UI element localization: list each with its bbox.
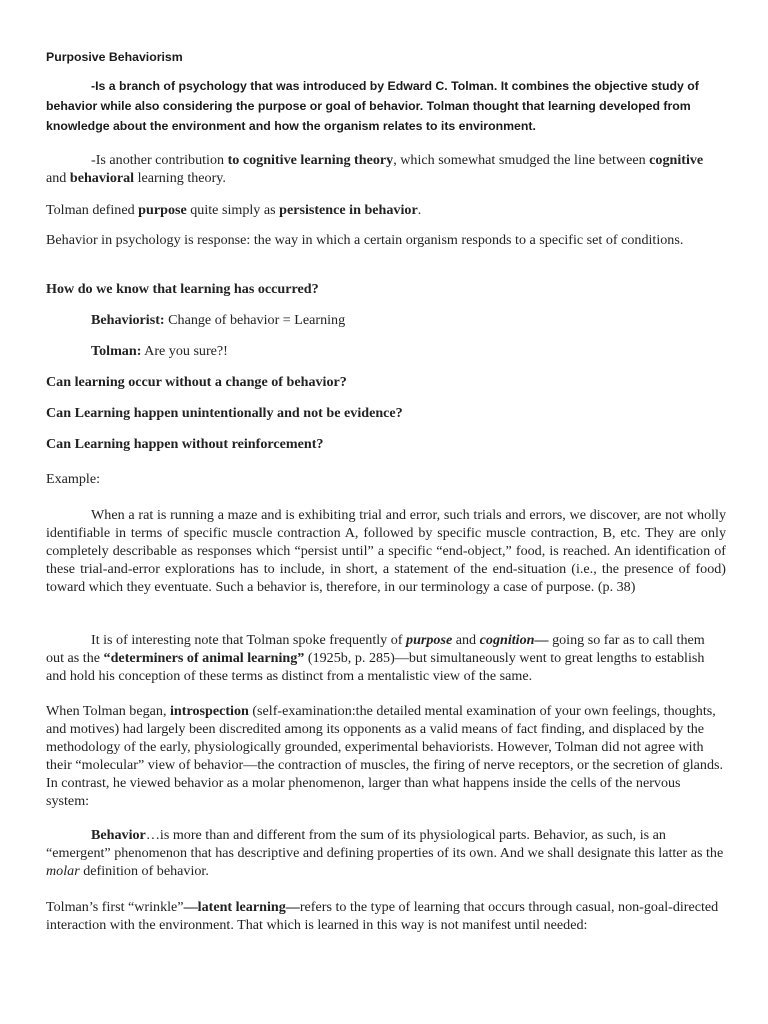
question-unintentionally: Can Learning happen unintentionally and not be evidence? <box>46 405 403 421</box>
page-title: Purposive Behaviorism <box>46 50 183 64</box>
question-reinforcement: Can Learning happen without reinforcement? <box>46 436 324 452</box>
intro-paragraph: -Is a branch of psychology that was introduced by Edward C. Tolman. It combines the objective study of behavior while also considering the purpose or goal of behavior. Tolman thought that learning developed from knowledge about the environment and how the organism relates to its environment. <box>46 79 699 133</box>
question-learning-occurred: How do we know that learning has occurred? <box>46 281 319 297</box>
molar-behavior-quote: Behavior…is more than and different from the sum of its physiological parts. Behavior, as such, is an “emergent” phenomenon that has descriptive and defining properties of its own. And we shall designate this latter as the molar definition of behavior. <box>46 827 724 879</box>
introspection-paragraph: When Tolman began, introspection (self-examination:the detailed mental examination of your own feelings, thoughts, and motives) had largely been discredited among its opponents as a valid means of fact finding, and displaced by the methodology of the early, physiologically grounded, experimental behaviorists. However, Tolman did not agree with their “molecular” view of behavior—the contraction of muscles, the firing of nerve receptors, or the secretion of glands. In contrast, he viewed behavior as a molar phenomenon, larger than what happens inside the cells of the nervous system: <box>46 703 724 809</box>
example-label: Example: <box>46 471 101 487</box>
purpose-definition: Tolman defined purpose quite simply as persistence in behavior. <box>46 202 422 218</box>
behaviorist-line: Behaviorist: Change of behavior = Learning <box>91 312 346 328</box>
question-without-change: Can learning occur without a change of behavior? <box>46 374 347 390</box>
cognitive-paragraph: -Is another contribution to cognitive learning theory, which somewhat smudged the line between cognitive and behavioral learning theory. <box>46 152 704 186</box>
purpose-cognition-paragraph: It is of interesting note that Tolman spoke frequently of purpose and cognition— going so far as to call them out as the “determiners of animal learning” (1925b, p. 285)—but simultaneously went to great lengths to establish and hold his conception of these terms as distinct from a mentalistic view of the same. <box>46 632 705 684</box>
behavior-definition: Behavior in psychology is response: the way in which a certain organism responds to a specific set of conditions. <box>46 232 684 248</box>
example-quote: When a rat is running a maze and is exhibiting trial and error, such trials and errors, we discover, are not wholly identifiable in terms of specific muscle contraction A, followed by specific muscle contraction, B, etc. They are only completely describable as responses which “persist until” a specific “end-object,” food, is reached. An identification of these trial-and-error explorations has to include, in short, a statement of the end-situation (i.e., the presence of food) toward which they eventuate. Such a behavior is, therefore, in our terminology a case of purpose. (p. 38) <box>46 507 726 595</box>
tolman-line: Tolman: Are you sure?! <box>91 343 228 359</box>
latent-learning-paragraph: Tolman’s first “wrinkle”—latent learning—refers to the type of learning that occurs through casual, non-goal-directed interaction with the environment. That which is learned in this way is not manifest until needed: <box>46 899 719 933</box>
